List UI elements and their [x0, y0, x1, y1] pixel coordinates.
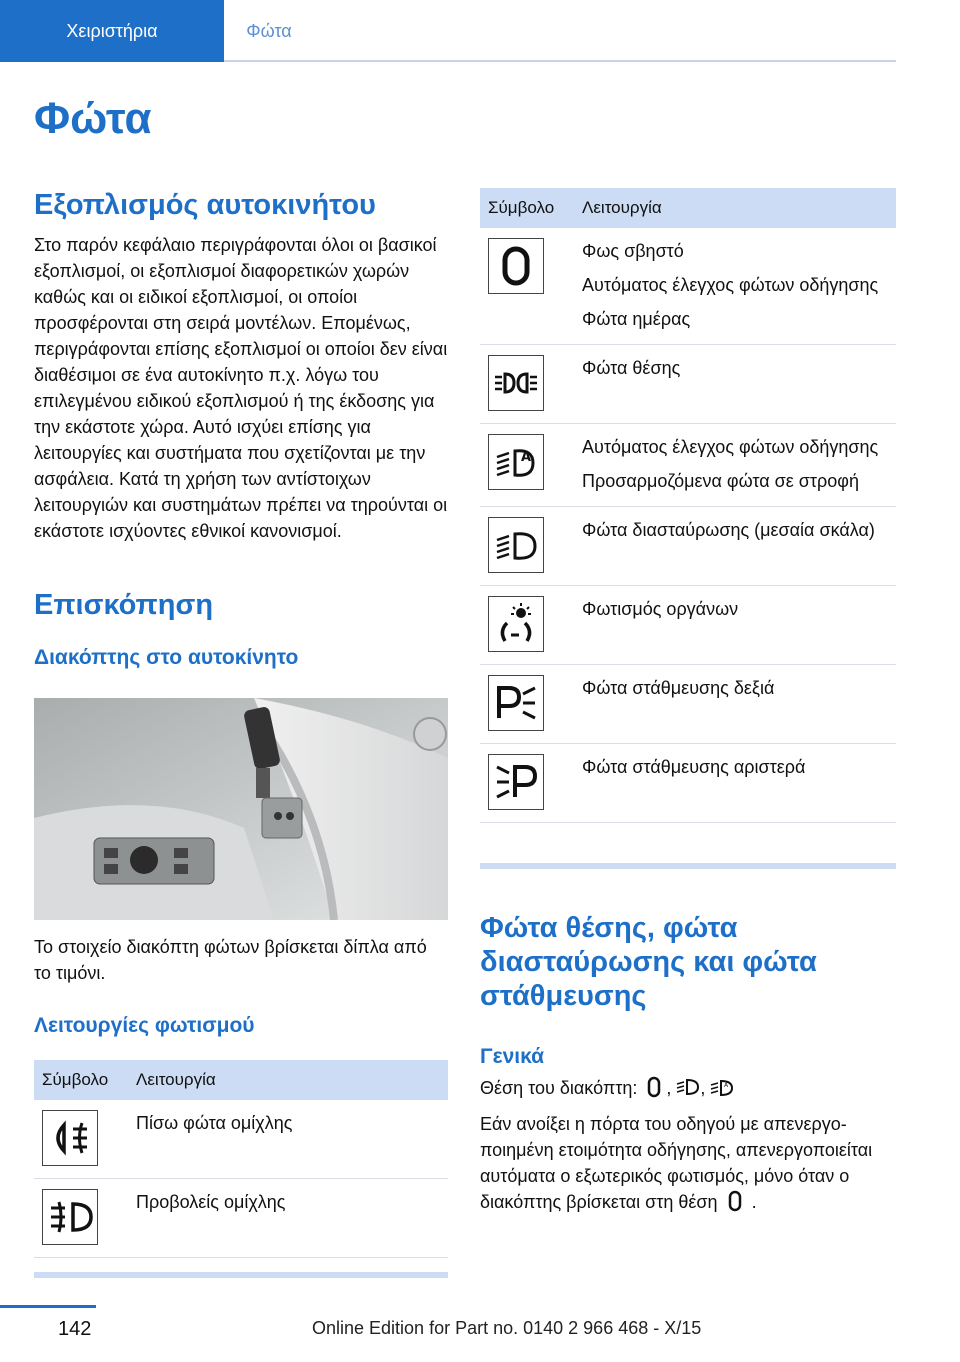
- door-paragraph: [480, 1111, 896, 1215]
- section-title-overview: Επισκόπηση: [34, 589, 214, 621]
- function-label: Φώτα στάθμευσης αριστερά: [582, 757, 806, 777]
- column-header-symbol: Σύμβολο: [480, 188, 574, 228]
- column-header-function: Λειτουργία: [128, 1060, 448, 1100]
- svg-text:A: A: [724, 1082, 729, 1089]
- switch-position-label: Θέση του διακόπτη:: [480, 1078, 638, 1098]
- tab-current[interactable]: Φώτα: [246, 20, 292, 41]
- function-label: Φώτα στάθμευσης δεξιά: [582, 678, 775, 698]
- paragraph-period: .: [751, 1192, 757, 1212]
- right-column: [480, 188, 896, 1215]
- table-row: [480, 345, 896, 424]
- instrument-lighting-icon: [488, 596, 544, 652]
- auto-headlight-icon: [488, 434, 544, 490]
- function-label: Φως σβηστό: [582, 241, 684, 261]
- front-fog-light-icon: [42, 1189, 98, 1245]
- light-functions-table-right: [480, 188, 896, 823]
- column-header-function: Λειτουργία: [574, 188, 896, 228]
- table-end-bar: [34, 1272, 448, 1278]
- function-label: Φωτισμός οργάνων: [582, 599, 739, 619]
- light-switch-photo: [34, 698, 448, 920]
- table-row: [480, 586, 896, 665]
- subtitle-switch: Διακόπτης στο αυτοκίνητο: [34, 646, 299, 669]
- parking-lights-icon: [488, 355, 544, 411]
- auto-headlight-icon: [710, 1076, 734, 1098]
- left-column: [34, 188, 448, 1278]
- lights-off-icon: [488, 238, 544, 294]
- separator-comma: ,: [700, 1078, 706, 1098]
- lights-off-icon: [723, 1190, 747, 1212]
- door-paragraph-text: Εάν ανοίξει η πόρτα του οδηγού με απενεργοποιημένη ετοιμότητα οδήγησης, απενεργοποιείται αυτόματα ο εξωτερικός φωτισμός, μόνο όταν ο διακόπτης βρίσκεται στη θέση: [480, 1114, 873, 1212]
- edition-footer: Online Edition for Part no. 0140 2 966 468 - X/15: [312, 1318, 702, 1338]
- table-row: [480, 507, 896, 586]
- table-row: [480, 665, 896, 744]
- parking-light-right-icon: [488, 675, 544, 731]
- rear-fog-light-icon: [42, 1110, 98, 1166]
- svg-text:A: A: [521, 450, 532, 465]
- subtitle-general: Γενικά: [480, 1045, 545, 1068]
- tab-section[interactable]: Χειριστήρια: [0, 0, 224, 62]
- light-functions-table-left: [34, 1060, 448, 1258]
- function-label: Αυτόματος έλεγχος φώτων οδήγησης: [582, 275, 879, 295]
- table-row: [480, 228, 896, 345]
- function-label: Φώτα ημέρας: [582, 309, 691, 329]
- separator-comma: ,: [666, 1078, 672, 1098]
- table-row: [34, 1100, 448, 1179]
- lights-off-icon: [642, 1076, 666, 1098]
- function-label: Πίσω φώτα ομίχλης: [136, 1113, 293, 1133]
- parking-light-left-icon: [488, 754, 544, 810]
- photo-caption: Το στοιχείο διακόπτη φώτων βρίσκεται δίπλα από το τιμόνι.: [34, 937, 427, 983]
- intro-paragraph: Στο παρόν κεφάλαιο περιγράφονται όλοι οι βασικοί εξοπλισμοί, οι εξοπλισμοί διαφορετικών χωρών καθώς και οι ειδικοί εξοπλισμοί, οι οποίοι προσφέρονται στη σειρά μοντέλων. Επομένως, περιγράφονται επίσης εξοπλισμοί οι οποίοι δεν είναι διαθέσιμοι σε ένα αυτοκίνητο π.χ. λόγω του επιλεγμένου ειδικού εξοπλισμού ή της έκδοσης για την εκάστοτε χώρα. Αυτό ισχύει επίσης για λειτουργίες και συστήματα που σχετίζονται με την ασφάλεια. Κατά τη χρήση των αντίστοιχων λειτουργιών και συστημάτων πρέπει να τηρούνται οι εκάστοτε ισχύοντες εθνικοί κανονισμοί.: [34, 235, 448, 541]
- table-end-bar: [480, 863, 896, 869]
- subtitle-light-functions: Λειτουργίες φωτισμού: [34, 1014, 255, 1037]
- page-title: Φώτα: [34, 94, 152, 143]
- section-title-position-lights: Φώτα θέσης, φώτα διασταύρωσης και φώτα στάθμευσης: [480, 912, 817, 1012]
- table-row: [34, 1179, 448, 1258]
- section-title-equipment: Εξοπλισμός αυτοκινήτου: [34, 189, 376, 221]
- page-number: 142: [58, 1318, 92, 1340]
- function-label: Προβολείς ομίχλης: [136, 1192, 286, 1212]
- function-label: Φώτα διασταύρωσης (μεσαία σκάλα): [582, 520, 875, 540]
- page-number-bar: [0, 1305, 96, 1308]
- table-row: [480, 744, 896, 823]
- low-beam-icon: [488, 517, 544, 573]
- header-tabs: [0, 0, 960, 62]
- photo-illustration: [34, 698, 448, 920]
- header-divider: [224, 60, 896, 62]
- function-label: Αυτόματος έλεγχος φώτων οδήγησης: [582, 437, 879, 457]
- column-header-symbol: Σύμβολο: [34, 1060, 128, 1100]
- function-label: Φώτα θέσης: [582, 358, 681, 378]
- low-beam-icon: [676, 1076, 700, 1098]
- switch-position-line: [480, 1075, 896, 1101]
- function-label: Προσαρμοζόμενα φώτα σε στροφή: [582, 471, 859, 491]
- table-row: [480, 424, 896, 507]
